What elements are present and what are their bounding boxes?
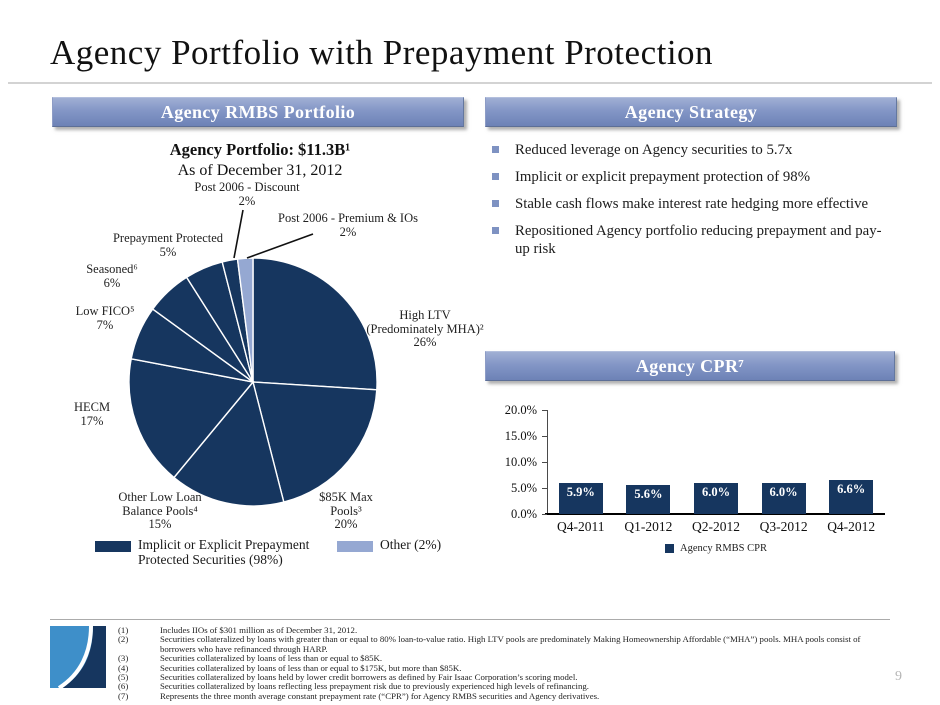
rmbs-header-bar (52, 97, 464, 127)
pie-label-high-ltv: High LTV (Predominately MHA)² 26% (366, 308, 484, 349)
footnote-number: (6) (118, 681, 129, 692)
cpr-ytick-label: 15.0% (504, 429, 537, 443)
bullet-item: Implicit or explicit prepayment protection of 98% (489, 168, 889, 186)
company-logo (50, 626, 106, 688)
legend-label-protected: Implicit or Explicit Prepayment Protected Securities (98%) (138, 537, 310, 567)
pie-legend-item-other (337, 537, 441, 552)
footnote-number: (4) (118, 662, 129, 673)
pie-label-hecm: HECM 17% (73, 400, 111, 428)
bullet-item: Stable cash flows make interest rate hedging more effective (489, 195, 889, 213)
cpr-bar-value-label: 6.6% (837, 481, 866, 496)
square-bullet-icon (492, 146, 499, 153)
cpr-category-label: Q3-2012 (759, 519, 808, 534)
footnote-text: Securities collateralized by loans of less than or equal to $85K. (160, 653, 383, 664)
footnote-text: Securities collateralized by loans with greater than or equal to 80% loan-to-value ratio. High LTV pools are predominately Making Homeownership Affordable (“MHA”) pools. MHA pools consist of borrowers who have refinanced through HARP. (160, 634, 861, 654)
pie-label-post2006-discount: Post 2006 - Discount 2% (194, 180, 300, 208)
cpr-ytick-label: 5.0% (510, 481, 537, 495)
footnote-text: Securities collateralized by loans of less than or equal to $175K, but more than $85K. (160, 662, 462, 673)
footnote-text: Securities collateralized by loans reflecting less prepayment risk due to previously experienced high levels of refinancing. (160, 681, 589, 692)
pie-legend-item-protected (95, 537, 345, 567)
cpr-y-axis (547, 410, 548, 514)
cpr-header-bar (485, 351, 895, 381)
cpr-category-label: Q4-2012 (827, 519, 876, 534)
cpr-bar (694, 483, 738, 514)
footnote-number: (7) (118, 690, 129, 701)
pie-label-seasoned: Seasoned⁶ 6% (86, 262, 138, 290)
cpr-ytick-label: 10.0% (504, 455, 537, 469)
footnote-text: Securities collateralized by loans held by lower credit borrowers as defined by Fair Isaac Corporation’s scoring model. (160, 672, 578, 683)
strategy-header-label: Agency Strategy (624, 102, 758, 122)
cpr-chart (485, 393, 905, 568)
pie-chart-title: Agency Portfolio: $11.3B¹ (169, 140, 351, 159)
cpr-ytick-label: 20.0% (504, 403, 537, 417)
pie-label-85k-max-pools: $85K Max Pools³ 20% (319, 490, 373, 531)
callout-line-discount (234, 210, 243, 258)
cpr-ytick-label: 0.0% (510, 507, 537, 521)
strategy-header-bar (485, 97, 897, 127)
legend-swatch-light-blue (337, 541, 373, 552)
cpr-category-label: Q1-2012 (624, 519, 673, 534)
pie-slices-group (129, 258, 377, 506)
pie-label-prepayment-protected: Prepayment Protected 5% (112, 231, 224, 259)
bullet-item: Repositioned Agency portfolio reducing prepayment and pay-up risk (489, 222, 889, 258)
cpr-bar-value-label: 5.6% (634, 486, 663, 501)
page-title: Agency Portfolio with Prepayment Protection (50, 33, 714, 72)
square-bullet-icon (492, 200, 499, 207)
cpr-ytick-mark (542, 410, 547, 411)
cpr-legend (547, 543, 885, 554)
footnote-number: (3) (118, 653, 129, 664)
footer-divider (50, 619, 890, 620)
pie-label-other-low-loan: Other Low Loan Balance Pools⁴ 15% (118, 490, 202, 531)
cpr-ytick-mark (542, 488, 547, 489)
cpr-bar (559, 483, 603, 514)
footnotes-list (118, 626, 893, 701)
pie-slice (253, 258, 377, 390)
pie-label-post2006-premium-ios: Post 2006 - Premium & IOs 2% (278, 211, 418, 239)
legend-swatch-navy (95, 541, 131, 552)
cpr-category-label: Q4-2011 (557, 519, 605, 534)
cpr-legend-swatch (665, 544, 674, 553)
legend-label-other: Other (2%) (380, 537, 442, 552)
cpr-bar (626, 485, 670, 514)
footnote-text: Includes IIOs of $301 million as of December 31, 2012. (160, 625, 358, 635)
cpr-header-label: Agency CPR⁷ (635, 356, 745, 376)
cpr-bar-value-label: 5.9% (566, 485, 595, 500)
cpr-plot (485, 393, 905, 568)
cpr-category-label: Q2-2012 (692, 519, 740, 534)
cpr-ytick-mark (542, 462, 547, 463)
square-bullet-icon (492, 227, 499, 234)
pie-panel (50, 130, 484, 600)
square-bullet-icon (492, 173, 499, 180)
footnote-number: (5) (118, 672, 129, 683)
footnote-row (118, 692, 893, 701)
cpr-bar-value-label: 6.0% (769, 484, 798, 499)
pie-label-low-fico: Low FICO⁵ 7% (75, 304, 135, 332)
footnote-number: (2) (118, 634, 129, 645)
rmbs-header-label: Agency RMBS Portfolio (160, 102, 356, 122)
page-number: 9 (895, 669, 902, 684)
bullet-item: Reduced leverage on Agency securities to 5.7x (489, 141, 889, 159)
cpr-bar (762, 483, 806, 514)
cpr-bar (829, 480, 873, 514)
cpr-ytick-mark (542, 436, 547, 437)
footnote-number: (1) (118, 625, 129, 635)
pie-chart-subtitle: As of December 31, 2012 (177, 162, 343, 179)
cpr-bar-value-label: 6.0% (701, 484, 731, 499)
title-underline (8, 82, 932, 84)
footnote-text: Represents the three month average constant prepayment rate (“CPR”) for Agency RMBS securities and Agency derivatives. (160, 690, 600, 701)
cpr-legend-label: Agency RMBS CPR (680, 543, 767, 554)
footnote-row (118, 635, 893, 654)
cpr-ytick-mark (542, 514, 547, 515)
strategy-bullet-list (489, 141, 889, 267)
